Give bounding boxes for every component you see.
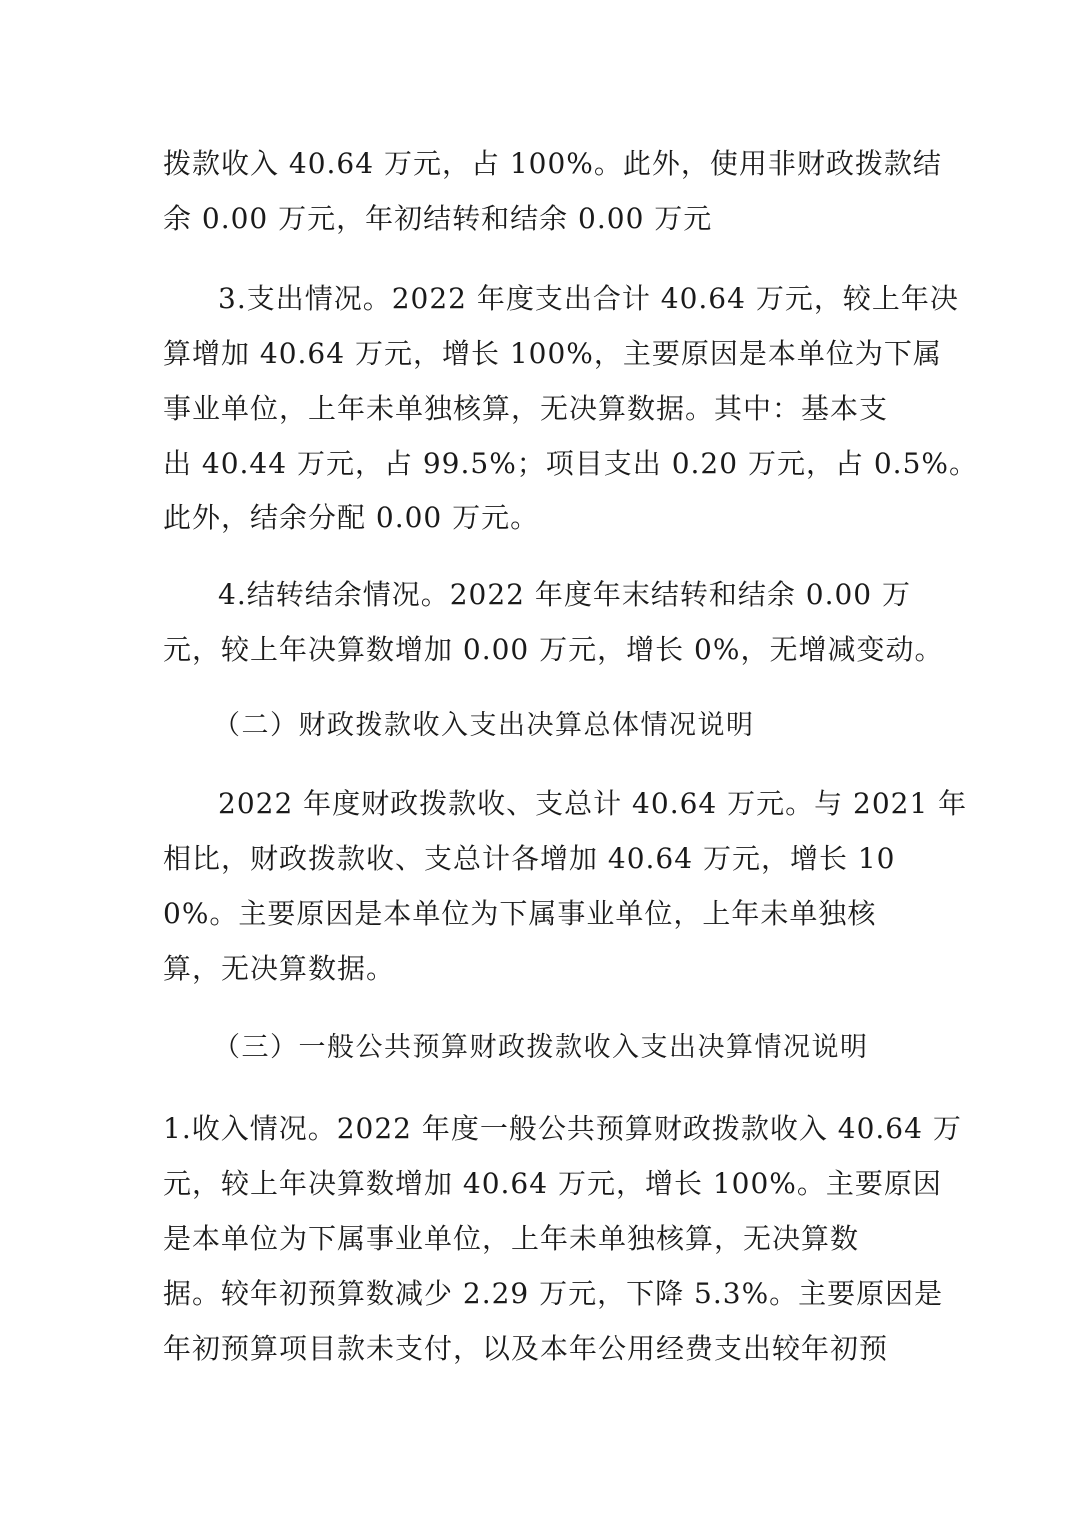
text-line: 算增加 40.64 万元，增长 100%，主要原因是本单位为下属 [163, 337, 942, 370]
text-line: 相比，财政拨款收、支总计各增加 40.64 万元，增长 10 [163, 842, 896, 875]
text-line: 算，无决算数据。 [163, 952, 396, 985]
text-line: 2022 年度财政拨款收、支总计 40.64 万元。与 2021 年 [218, 787, 968, 820]
text-line: 3.支出情况。2022 年度支出合计 40.64 万元，较上年决 [218, 282, 959, 315]
text-line: 此外，结余分配 0.00 万元。 [163, 501, 540, 534]
text-line: 据。较年初预算数减少 2.29 万元，下降 5.3%。主要原因是 [163, 1277, 944, 1310]
text-line: 出 40.44 万元，占 99.5%；项目支出 0.20 万元，占 0.5%。 [163, 447, 978, 480]
text-line: 余 0.00 万元，年初结转和结余 0.00 万元 [163, 202, 713, 235]
text-line: 元，较上年决算数增加 40.64 万元，增长 100%。主要原因 [163, 1167, 942, 1200]
text-line: 年初预算项目款未支付，以及本年公用经费支出较年初预 [163, 1332, 889, 1365]
text-line: 元，较上年决算数增加 0.00 万元，增长 0%，无增减变动。 [163, 633, 944, 666]
text-line: 1.收入情况。2022 年度一般公共预算财政拨款收入 40.64 万 [163, 1112, 962, 1145]
text-line: 是本单位为下属事业单位，上年未单独核算，无决算数 [163, 1222, 860, 1255]
text-line: 0%。主要原因是本单位为下属事业单位，上年未单独核 [163, 897, 877, 930]
section-heading: （三）一般公共预算财政拨款收入支出决算情况说明 [213, 1032, 869, 1063]
text-line: 拨款收入 40.64 万元，占 100%。此外，使用非财政拨款结 [163, 147, 942, 180]
section-heading: （二）财政拨款收入支出决算总体情况说明 [213, 710, 755, 741]
text-line: 事业单位，上年未单独核算，无决算数据。其中：基本支 [163, 392, 889, 425]
text-line: 4.结转结余情况。2022 年度年末结转和结余 0.00 万 [218, 578, 912, 611]
